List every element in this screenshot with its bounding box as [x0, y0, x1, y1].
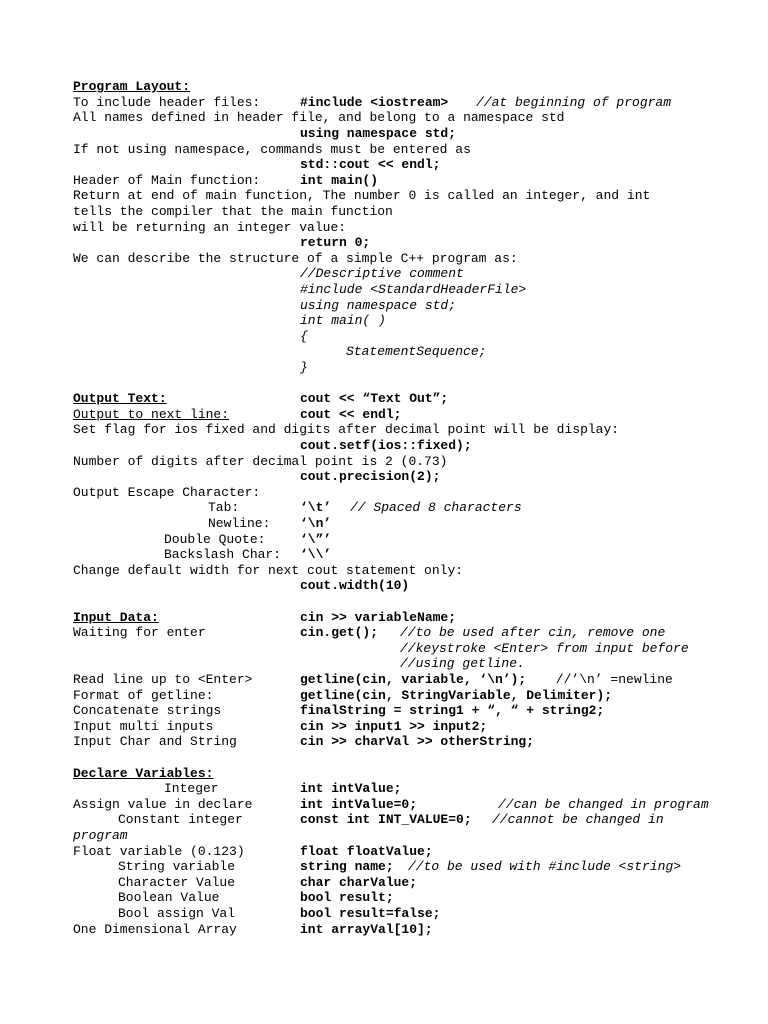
code-comment: //keystroke <Enter> from input before: [400, 640, 689, 656]
description-text: Character Value: [118, 874, 236, 890]
section-heading: Program Layout:: [73, 79, 191, 95]
code-statement: cout << endl;: [300, 406, 402, 422]
description-text: Change default width for next cout statement only:: [73, 562, 464, 578]
code-statement: std::cout << endl;: [300, 157, 441, 173]
code-comment: {: [300, 328, 308, 344]
description-text: Backslash Char:: [164, 547, 282, 563]
code-statement: bool result=false;: [300, 906, 441, 921]
code-statement: float floatValue;: [300, 843, 433, 859]
description-text: Number of digits after decimal point is 2 (0.73): [73, 453, 448, 469]
description-text: Output to next line:: [73, 406, 230, 422]
code-statement: cout.width(10): [300, 578, 410, 594]
description-text: tells the compiler that the main function: [73, 204, 393, 219]
code-comment: int main( ): [300, 313, 386, 329]
code-statement: ‘\n’: [300, 516, 332, 531]
code-statement: cin >> input1 >> input2;: [300, 718, 488, 734]
description-text: To include header files:: [73, 94, 261, 110]
description-text: Input Char and String: [73, 734, 237, 750]
description-text: One Dimensional Array: [73, 921, 237, 937]
description-text: String variable: [118, 859, 236, 875]
description-text: Header of Main function:: [73, 172, 261, 188]
code-comment: //cannot be changed in: [492, 812, 664, 828]
description-text: Bool assign Val: [118, 906, 236, 921]
description-text: Read line up to <Enter>: [73, 672, 253, 687]
code-statement: bool result;: [300, 890, 394, 906]
code-comment: //Descriptive comment: [300, 266, 464, 282]
description-text: Input multi inputs: [73, 718, 214, 734]
description-text: //’\n’ =newline: [548, 672, 673, 687]
description-text: Double Quote:: [164, 531, 266, 547]
code-comment: using namespace std;: [300, 297, 457, 313]
code-statement: string name;: [300, 859, 394, 875]
code-statement: ‘\”’: [300, 531, 332, 547]
code-comment: //at beginning of program: [476, 94, 672, 110]
code-statement: char charValue;: [300, 874, 418, 890]
description-text: Tab:: [208, 500, 240, 516]
code-statement: cin >> variableName;: [300, 609, 457, 625]
description-text: If not using namespace, commands must be entered as: [73, 141, 471, 157]
description-text: Output Escape Character:: [73, 484, 261, 500]
code-statement: ‘\t’: [300, 500, 332, 516]
code-statement: return 0;: [300, 235, 371, 251]
code-statement: cin >> charVal >> otherString;: [300, 734, 535, 750]
code-comment: StatementSequence;: [346, 344, 487, 360]
code-statement: using namespace std;: [300, 126, 457, 141]
code-statement: int main(): [300, 172, 379, 188]
description-text: Assign value in declare: [73, 796, 253, 812]
code-statement: getline(cin, variable, ‘\n’);: [300, 672, 527, 687]
code-comment: //to be used after cin, remove one: [400, 625, 666, 641]
code-statement: cout << “Text Out”;: [300, 391, 449, 407]
code-statement: ‘\\’: [300, 547, 332, 563]
code-comment: //can be changed in program: [498, 796, 709, 812]
description-text: Newline:: [208, 516, 271, 531]
code-comment: //using getline.: [400, 656, 525, 672]
code-statement: #include <iostream>: [300, 94, 449, 110]
description-text: Integer: [164, 781, 219, 797]
description-text: Format of getline:: [73, 687, 214, 703]
code-statement: finalString = string1 + “, “ + string2;: [300, 703, 605, 719]
code-statement: int intValue;: [300, 781, 402, 797]
code-statement: cout.setf(ios::fixed);: [300, 438, 472, 453]
code-statement: cout.precision(2);: [300, 469, 441, 485]
code-comment: //to be used with #include <string>: [408, 859, 682, 875]
code-comment: program: [73, 828, 128, 843]
code-comment: #include <StandardHeaderFile>: [300, 282, 527, 297]
code-statement: const int INT_VALUE=0;: [300, 812, 472, 828]
code-comment: }: [300, 360, 308, 375]
code-statement: getline(cin, StringVariable, Delimiter);: [300, 687, 613, 703]
description-text: Return at end of main function, The number 0 is called an integer, and int: [73, 188, 651, 204]
section-heading: Input Data:: [73, 609, 159, 625]
description-text: Float variable (0.123): [73, 843, 245, 859]
description-text: We can describe the structure of a simple C++ program as:: [73, 250, 518, 266]
code-statement: int arrayVal[10];: [300, 921, 433, 937]
code-statement: int intValue=0;: [300, 796, 418, 812]
description-text: will be returning an integer value:: [73, 219, 347, 235]
code-statement: cin.get();: [300, 625, 379, 641]
description-text: Waiting for enter: [73, 625, 206, 641]
section-heading: Declare Variables:: [73, 765, 214, 781]
description-text: All names defined in header file, and belong to a namespace std: [73, 110, 565, 126]
code-comment: // Spaced 8 characters: [350, 500, 522, 516]
description-text: Set flag for ios fixed and digits after decimal point will be display:: [73, 422, 620, 438]
description-text: Concatenate strings: [73, 703, 222, 719]
description-text: Constant integer: [118, 812, 243, 828]
description-text: Boolean Value: [118, 890, 220, 906]
section-heading: Output Text:: [73, 391, 167, 407]
